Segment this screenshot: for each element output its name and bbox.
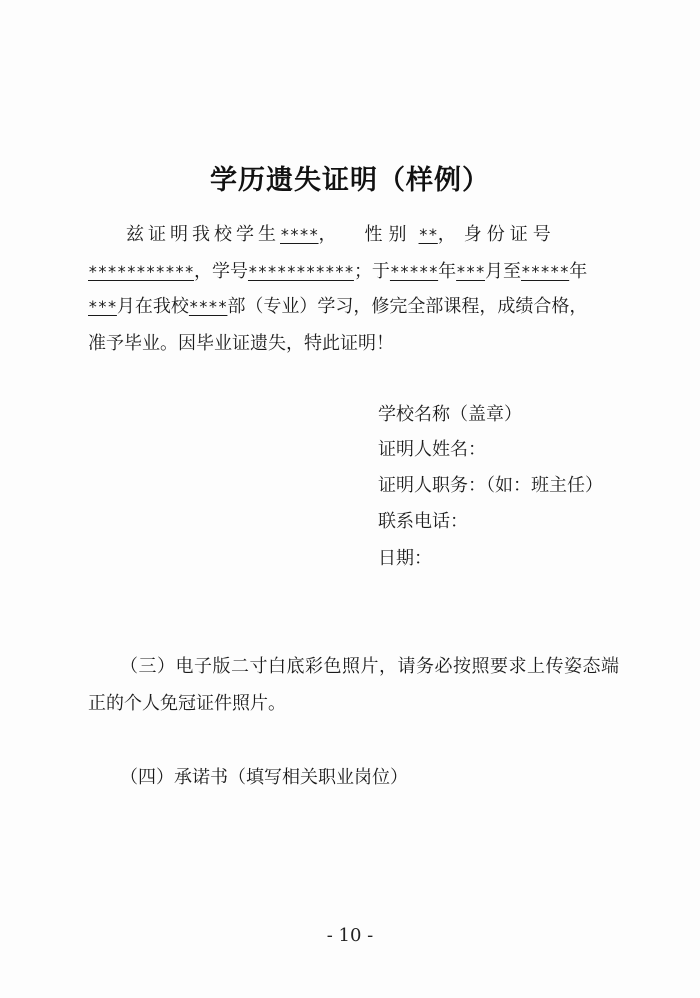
body-line-3 [88,292,620,318]
section-4-line-1: （四）承诺书（填写相关职业岗位） [120,767,408,788]
school-name-seal-label: 学校名称（盖章） [378,404,522,425]
in-school-label: 月在我校 [116,296,189,317]
separator-text: ， [318,224,337,245]
body-lead-text: 兹证明我校学生 [126,224,280,245]
student-no-label: ，学号 [193,261,248,282]
date-from-label: ；于 [353,261,390,282]
body-line-2 [88,257,620,283]
end-month-field: *** [88,297,117,316]
page-number: - 10 - [326,925,374,946]
contact-phone-label: 联系电话： [378,511,468,532]
body-line-4: 准予毕业。因毕业证遗失，特此证明！ [88,333,394,354]
start-year-field: ***** [389,262,439,281]
body-line-3-rest: 部（专业）学习，修完全部课程，成绩合格， [227,296,588,317]
year-label: 年 [569,261,588,282]
year-label: 年 [438,261,457,282]
section-3-line-2: 正的个人免冠证件照片。 [88,693,286,714]
student-no-field: *********** [247,262,354,281]
id-label: 身份证号 [463,224,556,245]
id-number-field: *********** [88,262,194,281]
date-label: 日期： [378,548,432,569]
separator-text: ， [437,224,456,245]
student-name-field: **** [280,225,319,244]
certifier-name-label: 证明人姓名： [378,439,486,460]
department-field: **** [188,297,228,316]
month-to-label: 月至 [485,261,522,282]
section-3-line-1: （三）电子版二寸白底彩色照片，请务必按照要求上传姿态端 [120,656,620,677]
end-year-field: ***** [521,262,570,281]
start-month-field: *** [456,262,486,281]
certifier-title-label: 证明人职务：（如：班主任） [378,475,603,496]
body-line-1 [88,220,620,246]
gender-label: 性别 [364,224,413,245]
gender-field: ** [418,225,438,244]
document-title: 学历遗失证明（样例） [210,165,490,196]
